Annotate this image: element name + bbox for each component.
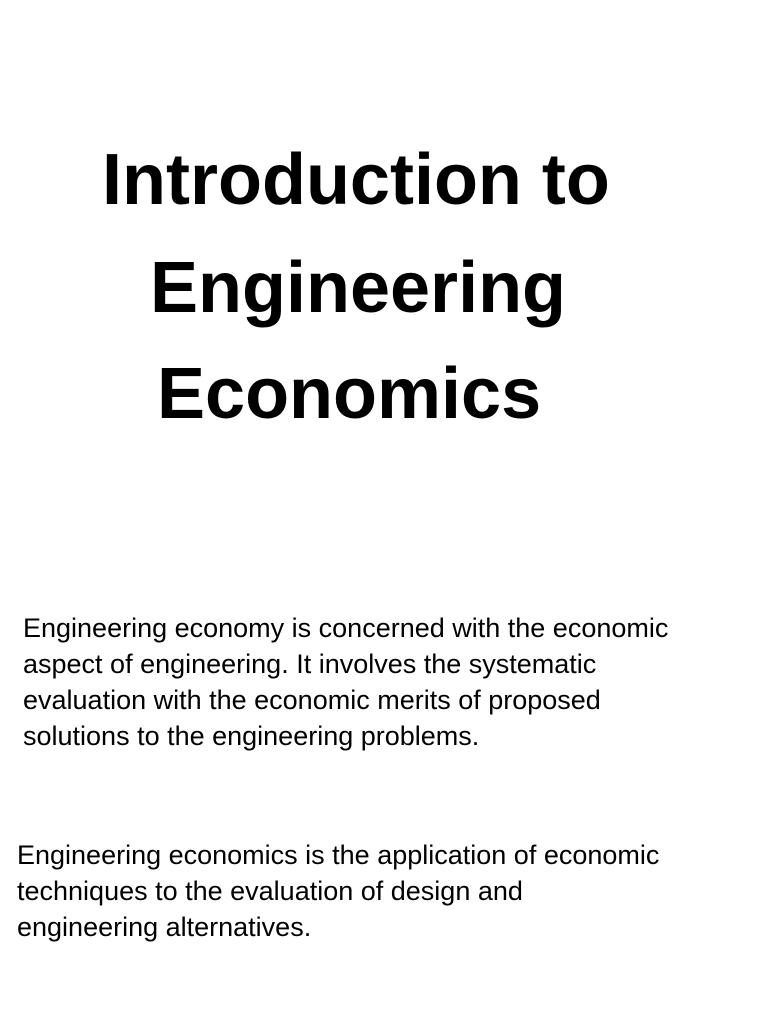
paragraph-2-line-1: Engineering economics is the application of economic bbox=[17, 840, 660, 870]
title-line-2: Engineering bbox=[150, 248, 567, 328]
title-line-1: Introduction to bbox=[102, 140, 610, 220]
paragraph-1-line-4: solutions to the engineering problems. bbox=[23, 721, 480, 751]
definition-paragraph-2 bbox=[17, 837, 659, 945]
definition-paragraph-1 bbox=[23, 610, 668, 754]
paragraph-1-line-1: Engineering economy is concerned with the economic bbox=[23, 613, 669, 643]
paragraph-2-line-3: engineering alternatives. bbox=[17, 912, 312, 942]
paragraph-1-line-2: aspect of engineering. It involves the systematic bbox=[23, 649, 597, 679]
paragraph-1-line-3: evaluation with the economic merits of proposed bbox=[23, 685, 601, 715]
paragraph-2-line-2: techniques to the evaluation of design and bbox=[17, 876, 523, 906]
title-line-3: Economics bbox=[157, 354, 542, 434]
